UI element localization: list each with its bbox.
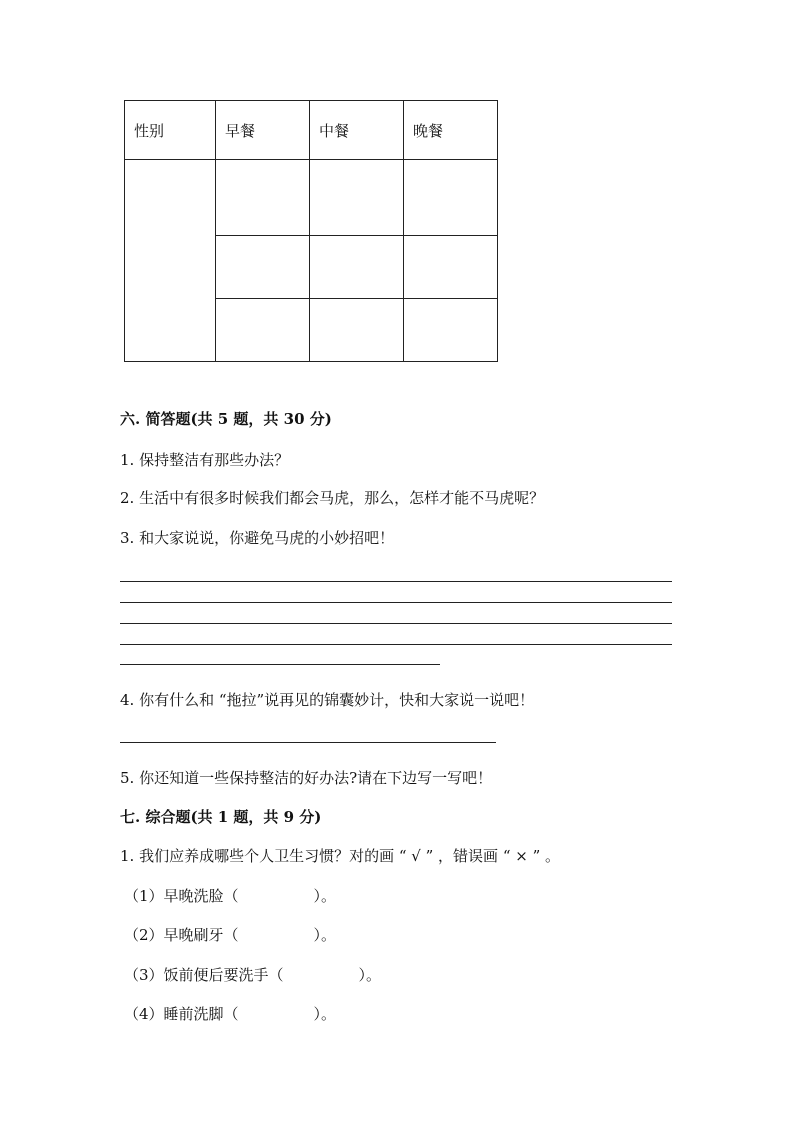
question-7-1: 1. 我们应养成哪些个人卫生习惯？对的画 “ √ ” ，错误画 “ × ” 。: [120, 847, 561, 865]
table-header-row: [125, 101, 498, 160]
question-6-2: 2. 生活中有很多时候我们都会马虎，那么，怎样才能不马虎呢？: [120, 489, 545, 507]
question-6-5: 5. 你还知道一些保持整洁的好办法?请在下边写一写吧！: [120, 769, 493, 787]
table-cell[interactable]: [404, 236, 498, 299]
hygiene-item-2: （2）早晚刷牙（ ）。: [124, 926, 337, 944]
answer-line[interactable]: [120, 742, 496, 743]
header-cell-lunch: [310, 101, 404, 160]
hygiene-item-1: （1）早晚洗脸（ ）。: [124, 887, 337, 905]
question-6-3: 3. 和大家说说，你避免马虎的小妙招吧！: [120, 529, 395, 547]
answer-line[interactable]: [120, 664, 440, 665]
table-cell[interactable]: [310, 299, 404, 362]
header-cell-breakfast: [216, 101, 310, 160]
question-6-1: 1. 保持整洁有那些办法？: [120, 451, 290, 469]
table-cell[interactable]: [404, 299, 498, 362]
table-cell[interactable]: [310, 236, 404, 299]
table-cell[interactable]: [310, 160, 404, 236]
answer-line[interactable]: [120, 644, 672, 645]
answer-line[interactable]: [120, 581, 672, 582]
section-6-title: 六. 简答题(共 5 题，共 30 分): [120, 410, 332, 428]
header-gender-label: 性别: [134, 121, 165, 140]
header-dinner-label: 晚餐: [413, 121, 444, 140]
header-cell-dinner: [404, 101, 498, 160]
table-cell[interactable]: [216, 299, 310, 362]
answer-line[interactable]: [120, 623, 672, 624]
header-breakfast-label: 早餐: [225, 121, 256, 140]
answer-line[interactable]: [120, 602, 672, 603]
meal-table: [124, 100, 498, 362]
table-cell[interactable]: [404, 160, 498, 236]
table-cell[interactable]: [216, 160, 310, 236]
gender-cell[interactable]: [125, 160, 216, 362]
hygiene-item-4: （4）睡前洗脚（ ）。: [124, 1005, 337, 1023]
table-row: [125, 160, 498, 236]
question-6-4: 4. 你有什么和 “拖拉”说再见的锦囊妙计，快和大家说一说吧！: [120, 691, 535, 709]
section-7-title: 七. 综合题(共 1 题，共 9 分): [120, 808, 322, 826]
hygiene-item-3: （3）饭前便后要洗手（ ）。: [124, 966, 382, 984]
header-cell-gender: [125, 101, 216, 160]
header-lunch-label: 中餐: [319, 121, 350, 140]
table-cell[interactable]: [216, 236, 310, 299]
